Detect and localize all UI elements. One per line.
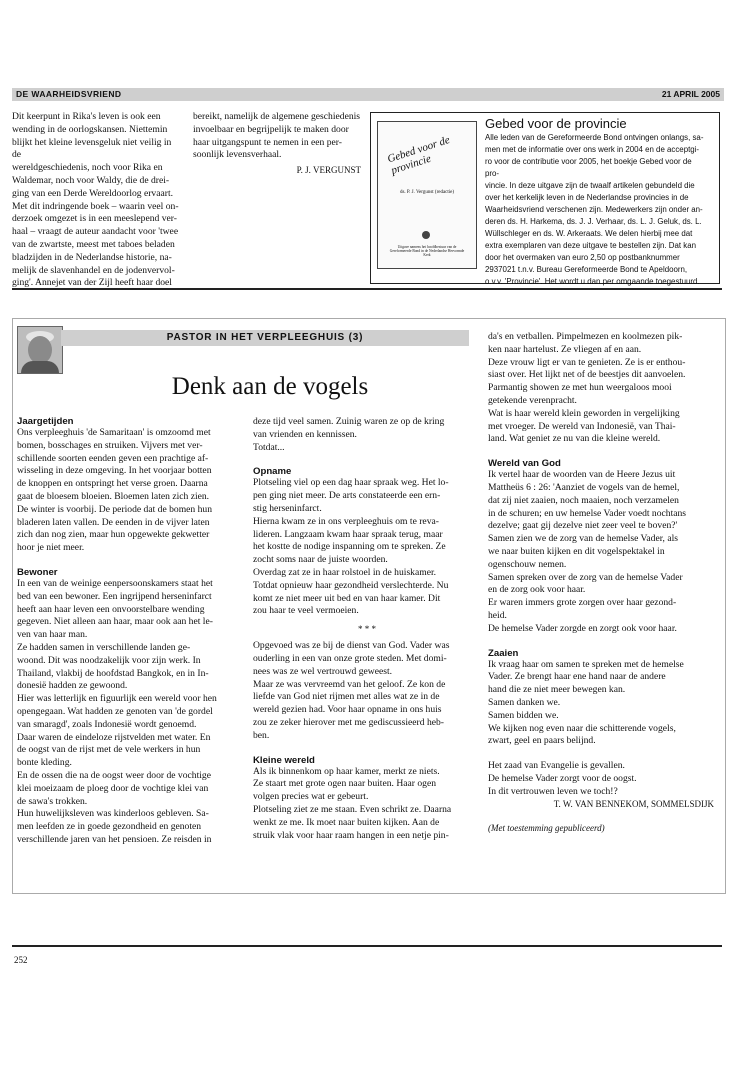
section-text: Ik vertel haar de woorden van de Heere Jezus uit Mattheüs 6 : 26: 'Aanziet de vogels van de hemel, dat zij niet zaaien, noch maaien, noch verzamelen in de schuren; en uw hemelse Vader voedt nochtans dezelve; gaat gij dezelve niet zeer veel te boven?' Samen zien we de zorg van de hemelse Vader, als we naar buiten kijken en dit vogelspektakel in ogenschouw nemen. Samen spreken over de zorg van de hemelse Vader en de zorg ook voor haar. Er waren immers grote zorgen over haar gezond- heid. De hemelse Vader zorgde en zorgt ook voor haar. xyxy=(488,469,687,634)
col3-intro: da's en vetballen. Pimpelmezen en koolmezen pik- ken naar hartelust. Ze vliegen af en aan. Deze vrouw ligt er van te genieten. Ze is er enthou- siast over. Het lijkt net of de beestjes dit aanvoelen. Parmantig showen ze met hun weergaloos mooi getekende verenpracht. Wat is haar wereld klein geworden in vergelijking met vroeger. De wereld van Indonesië, van Thai- land. Wat geniet ze nu van die kleine wereld. xyxy=(488,331,686,445)
article-signature: T. W. VAN BENNEKOM, SOMMELSDIJK xyxy=(553,798,714,809)
footer-rule xyxy=(12,945,722,947)
issue-date: 21 APRIL 2005 xyxy=(661,89,720,99)
article-title: Denk aan de vogels xyxy=(171,373,369,400)
section-text: In een van de weinige eenpersoonskamers staat het bed van een bewoner. Een ingrijpend herseninfarct heeft aan haar leven een onvoorstelbare wending gegeven. Niet alleen aan haar, maar ook aan het le- ven van haar man. Ze hadden samen in verschillende landen ge- woond. Dit was noodzakelijk voor zijn werk. In Thailand, vlakbij de hoofdstad Bangkok, en in In- donesië hadden ze gewoond. Hier was letterlijk en figuurlijk een wereld voor hen opengegaan. Wat hadden ze genoten van 'de gordel van smaragd', zoals Indonesië wordt genoemd. Daar waren de eindeloze rijstvelden met water. En de oogst van de rijst met de vele werkers in hun bonte kleding. En de ossen die na de oogst weer door de vochtige klei moeizaam de ploeg door de vochtige klei van de sawa's trokken. Hun huwelijksleven was kinderloos gebleven. Sa- men leefden ze in goede gezondheid en genoten verschillende jaren van het pensioen. Ze reisden in xyxy=(17,577,217,845)
prev-article-signature: P. J. VERGUNST xyxy=(296,165,361,175)
section-divider xyxy=(12,288,722,290)
ad-title: Gebed voor de provincie xyxy=(485,116,627,131)
article-col1 xyxy=(17,416,247,847)
publication-credit: (Met toestemming gepubliceerd) xyxy=(488,822,605,833)
section-break-stars: * * * xyxy=(358,624,376,635)
prev-article-col2: bereikt, namelijk de algemene geschiedenis invoelbaar en begrijpelijk te maken door haar uitgangspunt te nemen in een per- soonlijk levensverhaal. xyxy=(193,111,361,161)
article-col3 xyxy=(488,331,720,833)
book-cover-fine-print: Uitgave namens het hoofdbestuur van de Gereformeerde Bond in de Nederlandse Hervormde Kerk xyxy=(389,245,465,257)
ad-text: Alle leden van de Gereformeerde Bond ontvingen onlangs, sa- men met de informatie over ons werk in 2004 en de acceptgi- ro voor de contributie voor 2005, het boekje Gebed voor de pro- vincie. In deze uitgave zijn de twaalf artikelen gebundeld die over het kerkelijk leven in de Nederlandse provincies in de Waarheidsvriend verschenen zijn. Medewerkers zijn onder an- deren ds. H. Harkema, ds. J. J. Verhaar, ds. L. J. Geluk, ds. L. Wüllschleger en ds. W. Arkeraats. We delen hierbij mee dat extra exemplaren van deze uitgave te bestellen zijn. Dat kan door het overmaken van euro 2,50 op postbanknummer 2937021 t.n.v. Bureau Gereformeerde Bond te Apeldoorn, o.v.v. 'Provincie'. Het wordt u dan per omgaande toegestuurd. xyxy=(485,133,704,286)
section-text: Plotseling viel op een dag haar spraak weg. Het lo- pen ging niet meer. De arts constateerde een ern- stig herseninfarct. Hierna kwam ze in ons verpleeghuis om te reva- lideren. Langzaam kwam haar spraak terug, maar het kostte de nodige inspanning om te spreken. Ze zocht soms naar de juiste woorden. Overdag zat ze in haar rolstoel in de huiskamer. Totdat opnieuw haar gezondheid verslechterde. Nu komt ze niet meer uit bed en van haar kamer. Dit zou haar te veel vermoeien. xyxy=(253,477,449,617)
section-heading: Wereld van God xyxy=(488,458,561,470)
section-heading: Jaargetijden xyxy=(17,416,74,427)
section-heading: Kleine wereld xyxy=(253,754,315,766)
section-heading: Bewoner xyxy=(17,566,58,578)
section-heading: Zaaien xyxy=(488,647,519,659)
header-bar xyxy=(12,88,724,101)
book-logo-icon xyxy=(422,231,430,239)
book-cover-title: Gebed voor de provincie xyxy=(386,133,452,177)
section-text: Ons verpleeghuis 'de Samaritaan' is omzoomd met bomen, bosschages en struiken. Vijvers met ver- schillende soorten eenden geven een prachtige af- wisseling in deze omgeving. In het voorjaar botten de knoppen en ontspringt het verse groen. Daarna gaat de bloesem bloeien. Bloemen laten zich zien. De winter is voorbij. De periode dat de bomen hun bladeren laten vallen. De eenden in de vijver laten zich dan nog zien, maar hun opgewekte gekwetter hoor je niet meer. xyxy=(17,427,213,554)
col2-intro: deze tijd veel samen. Zuinig waren ze op de kring van vrienden en kennissen. Totdat... xyxy=(253,416,445,453)
article-col2 xyxy=(253,416,481,842)
book-cover-author: ds. P. J. Vergunst (redactie) xyxy=(399,190,455,195)
author-photo xyxy=(17,326,63,374)
closing-poem: Het zaad van Evangelie is gevallen. De hemelse Vader zorgt voor de oogst. In dit vertrouwen leven we toch!? xyxy=(488,760,637,797)
col2-after-stars: Opgevoed was ze bij de dienst van God. Vader was ouderling in een van onze grote steden. Met domi- nees was ze wel vertrouwd geweest. Maar ze was vervreemd van het geloof. Ze kon de liefde van God niet rijmen met alles wat ze in de wereld gezien had. Voor haar opname in ons huis zou ze zeker hierover met me gediscussieerd heb- ben. xyxy=(253,640,450,741)
section-text: Ik vraag haar om samen te spreken met de hemelse Vader. Ze brengt haar ene hand naar de andere hand die ze niet meer bewegen kan. Samen danken we. Samen bidden we. We kijken nog even naar die schitterende vogels, zwart, geel en paars belijnd. xyxy=(488,658,684,747)
prev-article-col1: Dit keerpunt in Rika's leven is ook een wending in de oorlogskansen. Niettemin blijkt het kleine levensgeluk niet veilig in de wereldgeschiedenis, noch voor Rika en Waldemar, noch voor Waldy, die de drei- ging van een Derde Wereldoorlog ervaart. Met dit indringende boek – waarin veel on- derzoek omgezet is in een meeslepend ver- haal – vraagt de auteur aandacht voor 'twee van de zwartste, meest met taboes beladen bladzijden in de Nederlandse historie, na- melijk de slavenhandel en de jodenvervol- ging'. Annejet van der Zijl heeft haar doel xyxy=(12,111,179,289)
publication-name: DE WAARHEIDSVRIEND xyxy=(16,89,122,99)
page-number: 252 xyxy=(14,955,28,965)
series-banner: PASTOR IN HET VERPLEEGHUIS (3) xyxy=(61,330,469,346)
section-heading: Opname xyxy=(253,466,292,478)
section-text: Als ik binnenkom op haar kamer, merkt ze niets. Ze staart met grote ogen naar buiten. Haar ogen volgen precies wat er gebeurt. Plotseling ziet ze me staan. Even schrikt ze. Daarna wenkt ze me. Ik moet naar buiten kijken. Aan de struik vlak voor haar raam hangen in een netje pin- xyxy=(253,765,452,841)
book-cover-image xyxy=(377,121,477,269)
